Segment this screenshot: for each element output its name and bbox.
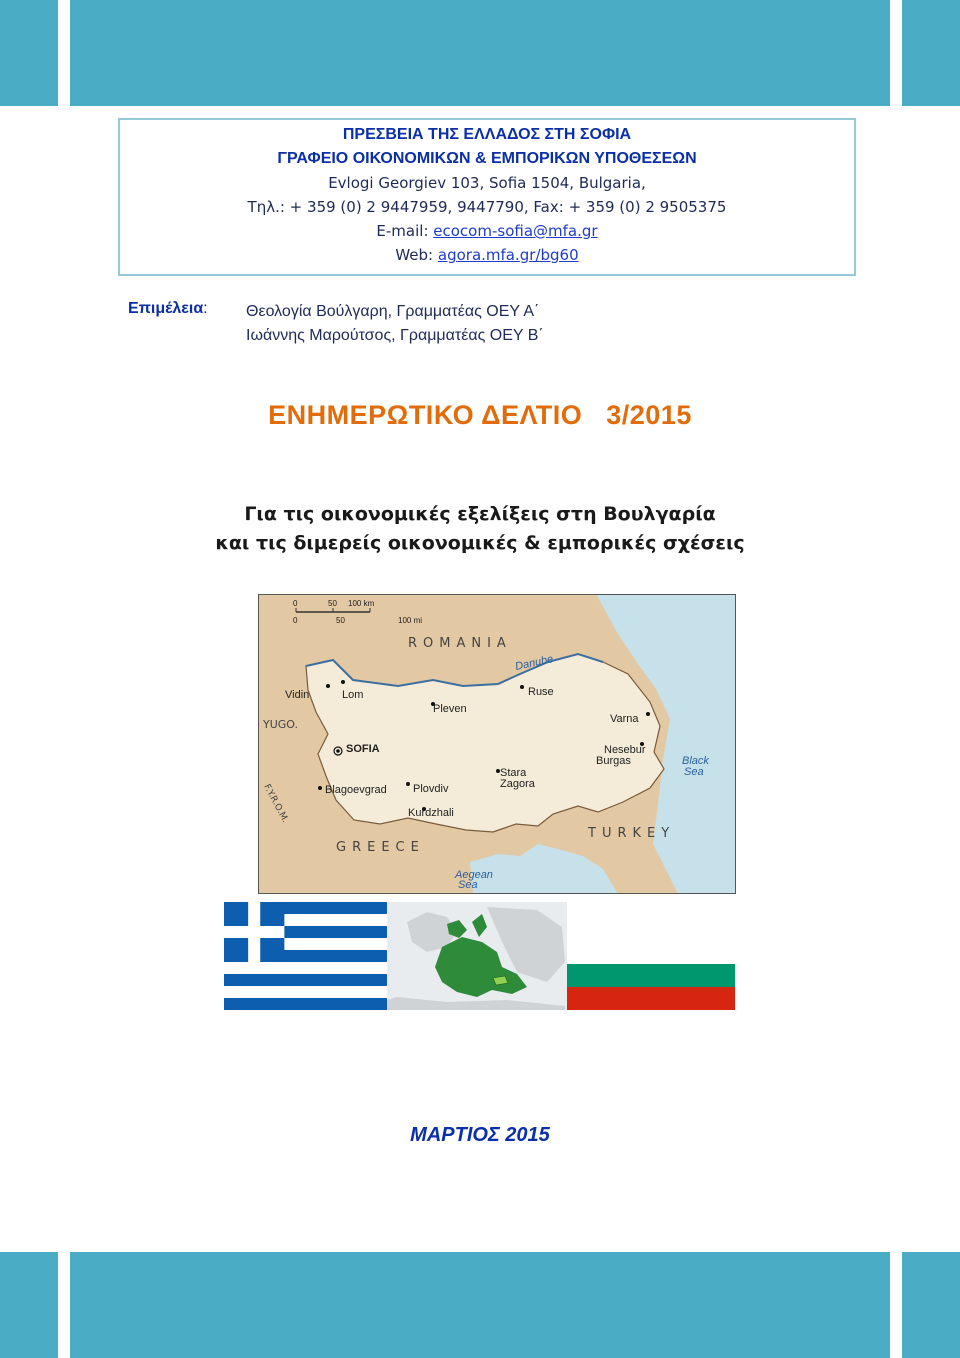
scale-mi-100: 100 mi [398, 616, 423, 625]
label-turkey: TURKEY [588, 826, 676, 841]
city-burgas: Burgas [596, 755, 631, 767]
city-ruse: Ruse [528, 686, 554, 698]
label-greece: GREECE [336, 840, 425, 855]
bulletin-subtitle [0, 500, 960, 558]
top-bar-left [0, 0, 58, 106]
greece-flag [224, 902, 387, 1010]
label-yugo: YUGO. [263, 718, 299, 731]
label-aegean-1: Aegean [455, 869, 493, 881]
bottom-bar-center [70, 1252, 890, 1358]
city-kurdzhali: Kurdzhali [408, 807, 454, 819]
eu-locator-map [387, 902, 567, 1010]
city-dot-ruse [520, 685, 524, 689]
bulgaria-highlight [493, 976, 508, 985]
bottom-bar-left [0, 1252, 58, 1358]
top-bar-center [70, 0, 890, 106]
city-dot-blagoevgrad [318, 786, 322, 790]
office-name: ΓΡΑΦΕΙΟ ΟΙΚΟΝΟΜΙΚΩΝ & ΕΜΠΟΡΙΚΩΝ ΥΠΟΘΕΣΕΩΝ [277, 150, 697, 167]
city-plovdiv: Plovdiv [413, 783, 449, 795]
bottom-bar-right [902, 1252, 960, 1358]
email-link[interactable]: ecocom-sofia@mfa.gr [433, 222, 598, 240]
editors-names [246, 300, 544, 348]
address: Evlogi Georgiev 103, Sofia 1504, Bulgaria, [328, 174, 646, 192]
label-aegean-2: Sea [458, 879, 478, 891]
scale-km-0: 0 [293, 599, 298, 608]
bulgaria-map [258, 594, 736, 894]
city-blagoevgrad: Blagoevgrad [325, 784, 387, 796]
top-bar-right [902, 0, 960, 106]
label-black-sea-2: Sea [684, 766, 704, 778]
scale-km-100: 100 km [348, 599, 375, 608]
scale-mi-50: 50 [336, 616, 345, 625]
city-stara-zagora-1: Stara [500, 767, 527, 779]
city-vidin: Vidin [285, 689, 310, 701]
scale-mi-0: 0 [293, 616, 298, 625]
city-dot-vidin [326, 684, 330, 688]
city-dot-varna [646, 712, 650, 716]
editors-label: Επιμέλεια: [128, 300, 208, 317]
bulletin-title: ΕΝΗΜΕΡΩΤΙΚΟ ΔΕΛΤΙΟ 3/2015 [268, 400, 692, 430]
label-black-sea-1: Black [682, 755, 709, 767]
email-row [120, 219, 854, 243]
email-label: E-mail: [376, 222, 434, 240]
city-sofia: SOFIA [346, 743, 380, 755]
embassy-name: ΠΡΕΣΒΕΙΑ ΤΗΣ ΕΛΛΑΔΟΣ ΣΤΗ ΣΟΦΙΑ [342, 126, 632, 143]
web-link[interactable]: agora.mfa.gr/bg60 [437, 246, 579, 264]
city-dot-lom [341, 680, 345, 684]
subtitle-line: και τις διμερείς οικονομικές & εμπορικές σχέσεις [215, 532, 745, 554]
editor-name: Ιωάννης Μαρούτσος, Γραμματέας ΟΕΥ Β΄ [246, 327, 544, 344]
web-label: Web: [395, 246, 438, 264]
embassy-header-box [118, 118, 856, 276]
web-row [120, 243, 854, 267]
editor-name: Θεολογία Βούλγαρη, Γραμματέας ΟΕΥ Α΄ [246, 303, 540, 320]
label-romania: ROMANIA [408, 636, 512, 651]
bulgaria-flag [567, 940, 735, 1010]
city-nesebur: Nesebur [604, 744, 646, 756]
label-danube: Danube [514, 653, 555, 673]
city-varna: Varna [610, 713, 639, 725]
city-lom: Lom [342, 689, 364, 701]
city-pleven: Pleven [433, 703, 467, 715]
publication-date: ΜΑΡΤΙΟΣ 2015 [410, 1124, 550, 1146]
phone-fax: Τηλ.: + 359 (0) 2 9447959, 9447790, Fax: + 359 (0) 2 9505375 [247, 198, 727, 216]
subtitle-line: Για τις οικονομικές εξελίξεις στη Βουλγαρία [244, 503, 716, 525]
city-dot-plovdiv [406, 782, 410, 786]
city-stara-zagora-2: Zagora [500, 778, 535, 790]
label-fyrom: F.Y.R.O.M. [261, 782, 290, 825]
scale-km-50: 50 [328, 599, 337, 608]
